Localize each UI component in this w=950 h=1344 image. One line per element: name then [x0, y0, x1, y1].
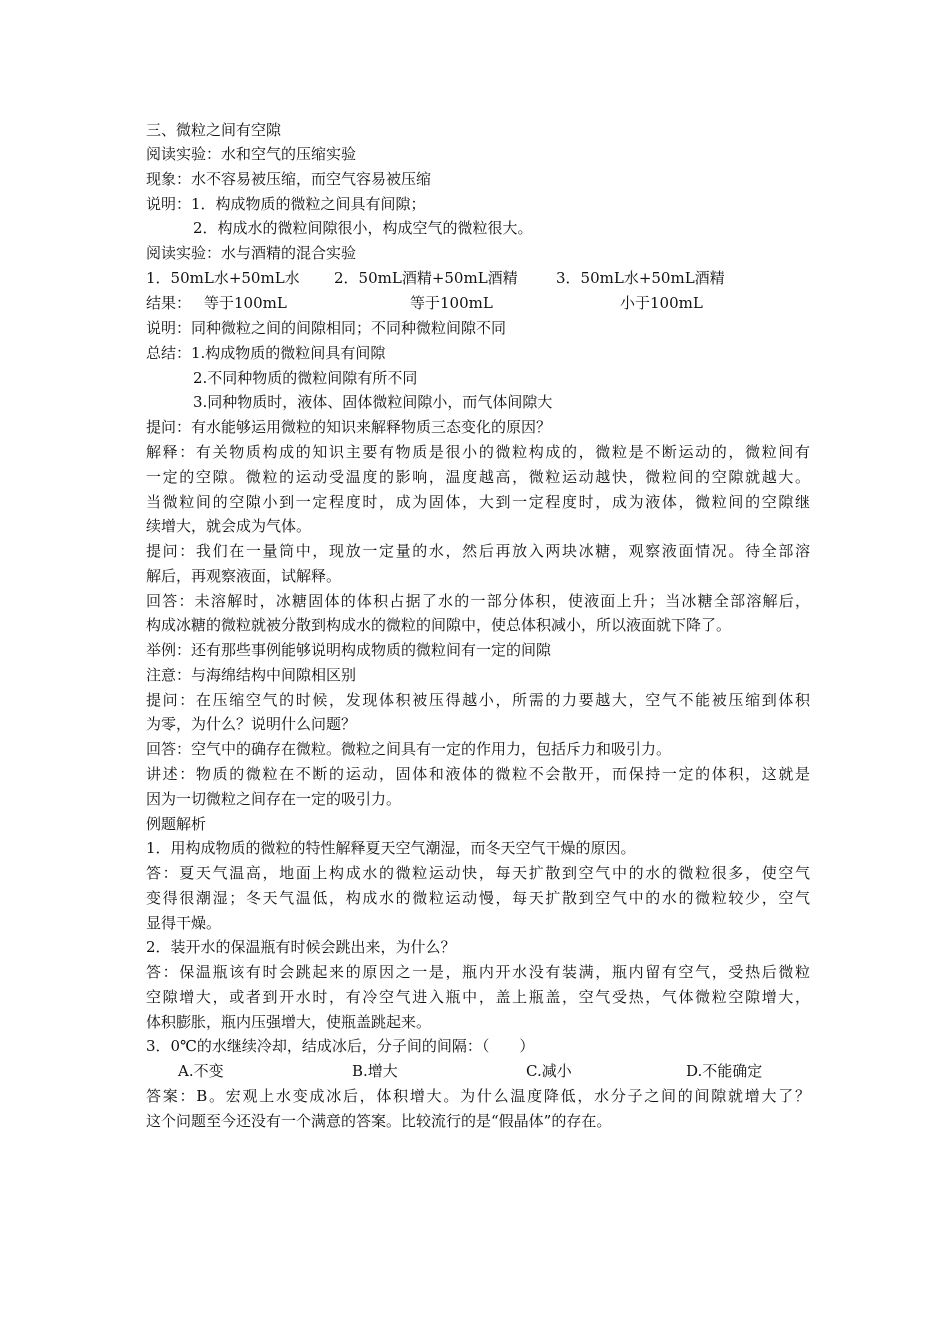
- talk-line-2: 因为一切微粒之间存在一定的吸引力。: [146, 790, 402, 808]
- question-2-line-2: 解后，再观察液面，试解释。: [146, 567, 342, 585]
- answer-1-line-4: 续增大，就会成为气体。: [146, 517, 312, 535]
- example-2-answer-line-3: 体积膨胀，瓶内压强增大，使瓶盖跳起来。: [146, 1013, 432, 1031]
- question-3-line-2: 为零，为什么？说明什么问题？: [146, 715, 357, 733]
- question-3-line-1: 提问：在压缩空气的时候，发现体积被压得越小，所需的力要越大，空气不能被压缩到体积: [146, 691, 810, 709]
- answer-2-line-2: 构成冰糖的微粒就被分散到构成水的微粒的间隙中，使总体积减小，所以液面就下降了。: [146, 616, 732, 634]
- answer-1-line-3: 当微粒间的空隙小到一定程度时，成为固体，大到一定程度时，成为液体，微粒间的空隙继: [146, 493, 810, 511]
- example-3-options: [146, 1061, 810, 1081]
- example-1-answer-line-2: 变得很潮湿；冬天气温低，构成水的微粒运动慢，每天扩散到空气中的水的微粒较少，空气: [146, 889, 810, 907]
- summary-2: 2.不同种物质的微粒间隙有所不同: [193, 369, 418, 387]
- question-1: 提问：有水能够运用微粒的知识来解释物质三态变化的原因？: [146, 418, 552, 436]
- example-1-answer-line-1: 答：夏天气温高，地面上构成水的微粒运动快，每天扩散到空气中的水的微粒很多，使空气: [146, 864, 810, 882]
- note-line: 注意：与海绵结构中间隙相区别: [146, 666, 357, 684]
- mix-case-1: 1．50mL水+50mL水: [146, 269, 300, 287]
- example-2-answer-line-2: 空隙增大，或者到开水时，有冷空气进入瓶中，盖上瓶盖，空气受热，气体微粒空隙增大，: [146, 988, 810, 1006]
- answer-3: 回答：空气中的确存在微粒。微粒之间具有一定的作用力，包括斥力和吸引力。: [146, 740, 672, 758]
- answer-1-line-1: 解释：有关物质构成的知识主要有物质是很小的微粒构成的，微粒是不断运动的，微粒间有: [146, 443, 810, 461]
- mix-case-2: 2．50mL酒精+50mL酒精: [334, 269, 518, 287]
- result-2: 等于100mL: [410, 294, 493, 312]
- examples-title: 例题解析: [146, 815, 207, 833]
- result-1: 等于100mL: [204, 294, 287, 312]
- section-title: 三、微粒之间有空隙: [146, 121, 282, 139]
- reading-experiment-1: 阅读实验：水和空气的压缩实验: [146, 145, 357, 163]
- results-row: [146, 293, 810, 313]
- example-3-answer-line-2: 这个问题至今还没有一个满意的答案。比较流行的是“假晶体”的存在。: [146, 1112, 612, 1130]
- example-1-answer-line-3: 显得干燥。: [146, 914, 222, 932]
- explanation-1b: 2．构成水的微粒间隙很小，构成空气的微粒很大。: [193, 219, 533, 237]
- example-2-question: 2．装开水的保温瓶有时候会跳出来，为什么？: [146, 938, 456, 956]
- option-c: C.减小: [526, 1062, 572, 1080]
- explanation-2: 说明：同种微粒之间的间隙相同；不同种微粒间隙不同: [146, 319, 507, 337]
- example-1-question: 1．用构成物质的微粒的特性解释夏天空气潮湿，而冬天空气干燥的原因。: [146, 839, 636, 857]
- example-2-answer-line-1: 答：保温瓶该有时会跳起来的原因之一是，瓶内开水没有装满，瓶内留有空气，受热后微粒: [146, 963, 810, 981]
- option-d: D.不能确定: [686, 1062, 763, 1080]
- results-label: 结果：: [146, 294, 192, 312]
- phenomenon-line: 现象：水不容易被压缩，而空气容易被压缩: [146, 170, 432, 188]
- option-b: B.增大: [352, 1062, 398, 1080]
- option-a: A.不变: [178, 1062, 224, 1080]
- example-line: 举例：还有那些事例能够说明构成物质的微粒间有一定的间隙: [146, 641, 552, 659]
- question-2-line-1: 提问：我们在一量筒中，现放一定量的水，然后再放入两块冰糖，观察液面情况。待全部溶: [146, 542, 810, 560]
- mix-case-3: 3．50mL水+50mL酒精: [556, 269, 725, 287]
- reading-experiment-2: 阅读实验：水与酒精的混合实验: [146, 244, 357, 262]
- answer-2-line-1: 回答：未溶解时，冰糖固体的体积占据了水的一部分体积，使液面上升；当冰糖全部溶解后，: [146, 592, 810, 610]
- example-3-answer-line-1: 答案：B。宏观上水变成冰后，体积增大。为什么温度降低，水分子之间的间隙就增大了？: [146, 1087, 810, 1105]
- answer-1-line-2: 一定的空隙。微粒的运动受温度的影响，温度越高，微粒运动越快，微粒间的空隙就越大。: [146, 468, 810, 486]
- explanation-1a: 说明：1．构成物质的微粒之间具有间隙；: [146, 195, 426, 213]
- summary-1: 总结：1.构成物质的微粒间具有间隙: [146, 344, 386, 362]
- summary-3: 3.同种物质时，液体、固体微粒间隙小，而气体间隙大: [193, 393, 553, 411]
- talk-line-1: 讲述：物质的微粒在不断的运动，固体和液体的微粒不会散开，而保持一定的体积，这就是: [146, 765, 810, 783]
- mix-row: [146, 268, 810, 288]
- example-3-question: 3．0℃的水继续冷却，结成冰后，分子间的间隔：（ ）: [146, 1037, 535, 1055]
- result-3: 小于100mL: [620, 294, 703, 312]
